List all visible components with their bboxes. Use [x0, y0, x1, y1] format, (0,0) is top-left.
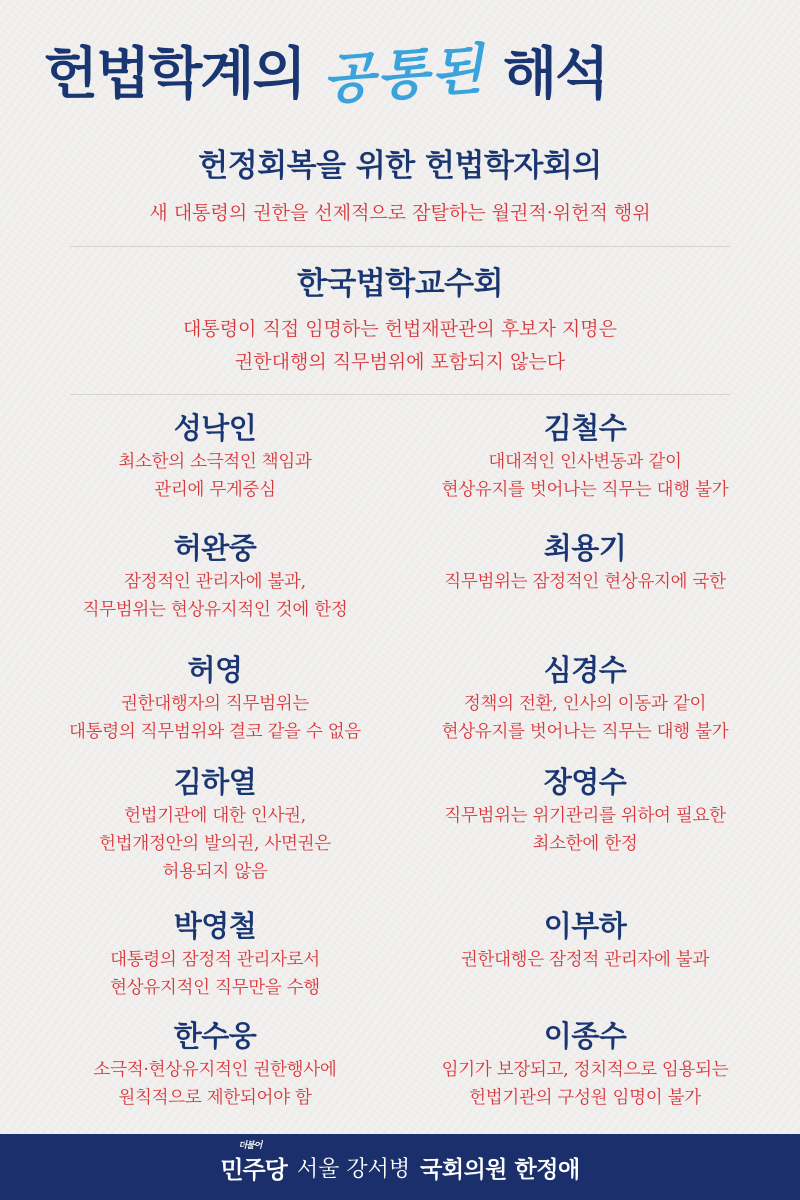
scholar-name: 한수웅: [173, 1019, 257, 1053]
scholar-opinion: 헌법기관에 대한 인사권,: [124, 806, 306, 826]
scholar-opinion: 권한대행자의 직무범위는: [121, 694, 309, 714]
scholar-opinion: 헌법개정안의 발의권, 사면권은: [99, 834, 331, 854]
scholar-opinion: 원칙적으로 제한되어야 함: [118, 1088, 312, 1108]
org-block-scholars: [0, 140, 800, 230]
scholar-opinion: 대통령의 잠정적 관리자로서: [110, 950, 320, 970]
scholar-card: [390, 1016, 780, 1112]
org-name: 한국법학교수회: [296, 266, 504, 302]
org-desc: 대통령이 직접 임명하는 헌법재판관의 후보자 지명은: [183, 318, 617, 340]
scholar-card: [20, 906, 410, 1002]
divider: [70, 394, 730, 395]
scholar-opinion: 정책의 전환, 인사의 이동과 같이: [463, 694, 707, 714]
scholar-card: [20, 762, 410, 886]
scholar-name: 이종수: [543, 1019, 627, 1053]
scholar-opinion: 최소한의 소극적인 책임과: [118, 452, 312, 472]
scholar-opinion: 권한대행은 잠정적 관리자에 불과: [460, 950, 710, 970]
scholar-opinion: 헌법기관의 구성원 임명이 불가: [469, 1088, 701, 1108]
scholar-card: [20, 528, 410, 624]
title-end: 해석: [502, 42, 608, 107]
title-accent: 공통된: [320, 35, 488, 112]
scholar-opinion: 소극적·현상유지적인 권한행사에: [93, 1060, 337, 1080]
scholar-name: 허영: [187, 653, 243, 687]
party-name: 민주당: [220, 1155, 287, 1184]
scholar-name: 김철수: [543, 411, 627, 445]
scholar-opinion: 직무범위는 위기관리를 위하여 필요한: [444, 806, 726, 826]
scholar-opinion: 현상유지를 벗어나는 직무는 대행 불가: [441, 722, 729, 742]
divider: [70, 246, 730, 247]
scholar-card: [390, 650, 780, 746]
scholar-name: 김하열: [173, 765, 257, 799]
scholar-card: [20, 408, 410, 504]
org-block-professors: [0, 258, 800, 379]
scholar-opinion: 대대적인 인사변동과 같이: [488, 452, 682, 472]
scholar-opinion: 관리에 무게중심: [154, 480, 276, 500]
org-desc: 새 대통령의 권한을 선제적으로 잠탈하는 월권적·위헌적 행위: [149, 202, 651, 224]
scholar-card: [390, 528, 780, 596]
scholar-name: 최용기: [543, 531, 627, 565]
scholar-card: [20, 650, 410, 746]
footer-region: 서울 강서병: [296, 1156, 411, 1182]
org-desc: 권한대행의 직무범위에 포함되지 않는다: [234, 351, 566, 373]
scholar-opinion: 잠정적인 관리자에 불과,: [124, 572, 306, 592]
scholar-opinion: 직무범위는 잠정적인 현상유지에 국한: [444, 572, 726, 592]
scholar-name: 성낙인: [173, 411, 257, 445]
party-logo: [220, 1140, 287, 1185]
scholar-card: [390, 762, 780, 858]
scholar-card: [390, 906, 780, 974]
scholar-name: 심경수: [543, 653, 627, 687]
page-title: [44, 28, 607, 112]
org-name: 헌정회복을 위한 헌법학자회의: [198, 148, 602, 184]
scholar-name: 허완중: [173, 531, 257, 565]
footer-member: 국회의원 한정애: [420, 1156, 580, 1183]
party-logo-small: 더불어: [238, 1140, 262, 1151]
scholar-opinion: 직무범위는 현상유지적인 것에 한정: [82, 600, 348, 620]
scholar-opinion: 현상유지적인 직무만을 수행: [110, 978, 320, 998]
scholar-opinion: 허용되지 않음: [162, 862, 268, 882]
scholar-opinion: 현상유지를 벗어나는 직무는 대행 불가: [441, 480, 729, 500]
scholar-name: 장영수: [543, 765, 627, 799]
scholar-card: [390, 408, 780, 504]
scholar-opinion: 최소한에 한정: [532, 834, 638, 854]
scholar-card: [20, 1016, 410, 1112]
scholar-opinion: 임기가 보장되고, 정치적으로 임용되는: [441, 1060, 729, 1080]
title-main: 헌법학계의: [44, 42, 305, 107]
scholar-name: 이부하: [543, 909, 627, 943]
scholar-opinion: 대통령의 직무범위와 결코 같을 수 없음: [69, 722, 361, 742]
scholar-name: 박영철: [173, 909, 257, 943]
footer-bar: [0, 1134, 800, 1200]
